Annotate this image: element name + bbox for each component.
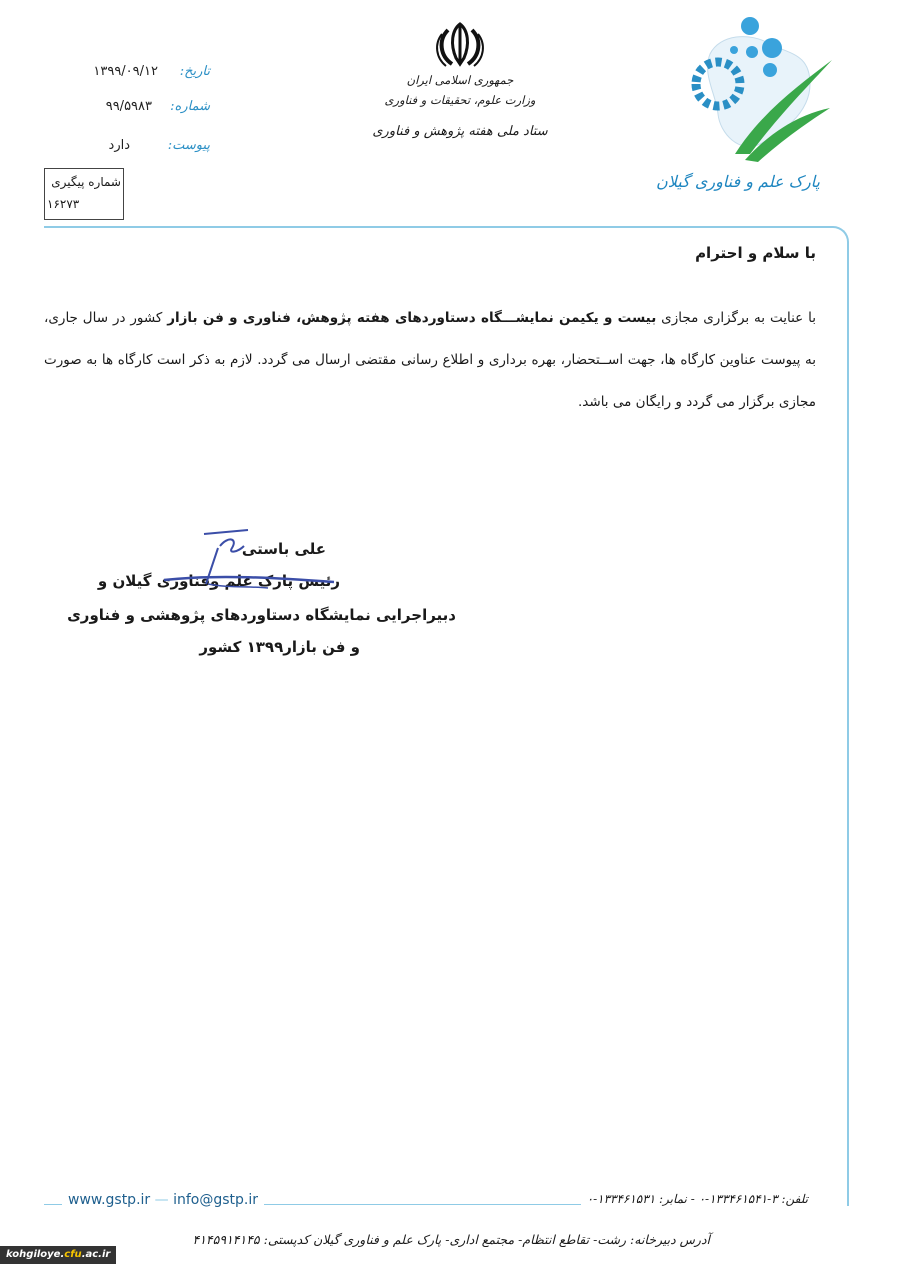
date-label: تاریخ: — [179, 64, 210, 79]
attachment-row — [60, 138, 210, 156]
watermark-suffix: .ac.ir — [81, 1249, 111, 1260]
signer-title-3: و فن بازار۱۳۹۹ کشور — [199, 638, 360, 656]
attachment-value: دارد — [108, 138, 130, 153]
footer-website[interactable]: www.gstp.ir — [68, 1192, 151, 1208]
number-label: شماره: — [170, 99, 210, 114]
attachment-label: پیوست: — [167, 138, 210, 153]
tracking-box — [44, 168, 124, 220]
watermark-accent: cfu — [64, 1249, 82, 1260]
park-name: پارک علم و فناوری گیلان — [655, 172, 820, 191]
footer-phone: تلفن: ۳-۱۳۳۴۶۱۵۴۱-۰ - نمابر: ۱۳۳۴۶۱۵۳۱-۰ — [581, 1192, 814, 1206]
tracking-label: شماره پیگیری — [51, 175, 121, 189]
number-row — [60, 99, 210, 117]
signer-title-2: دبیراجرایی نمایشگاه دستاوردهای پژوهشی و فناوری — [67, 606, 456, 624]
watermark-prefix: kohgiloye. — [6, 1249, 65, 1260]
source-watermark — [0, 1246, 116, 1264]
park-logo-icon — [690, 14, 840, 174]
government-header — [370, 20, 550, 142]
body-event-name: بیست و یکیمن نمایشـــگاه دستاوردهای هفته پژوهش، فناوری و فن بازار — [167, 310, 657, 326]
date-row — [60, 64, 210, 82]
body-rest: کشور در سال جاری، به پیوست عناوین کارگاه ها، جهت اســتحضار، بهره برداری و اطلاع رسانی مقتضی ارسال می گردد. لازم به ذکر است کارگاه ها به صورت مجازی برگزار می گردد و رایگان می باشد. — [44, 310, 816, 410]
handwritten-signature — [158, 528, 358, 598]
iran-emblem-icon — [430, 20, 490, 70]
gov-headquarters: ستاد ملی هفته پژوهش و فناوری — [372, 124, 548, 139]
gov-republic: جمهوری اسلامی ایران — [406, 73, 514, 87]
footer-contact-web: www.gstp.ir — info@gstp.ir — [62, 1192, 264, 1208]
signer-title-1: رئیس پارک علم وفناوری گیلان و — [97, 572, 340, 590]
footer-email[interactable]: info@gstp.ir — [173, 1192, 258, 1208]
signer-name: علی باستی — [241, 540, 326, 558]
number-value: ۹۹/۵۹۸۳ — [105, 99, 152, 114]
body-intro: با عنایت به برگزاری مجازی — [656, 310, 816, 326]
greeting: با سلام و احترام — [695, 244, 816, 262]
date-value: ۱۳۹۹/۰۹/۱۲ — [93, 64, 158, 79]
tracking-value: ۱۶۲۷۳ — [47, 197, 80, 211]
gov-ministry: وزارت علوم، تحقیقات و فناوری — [384, 93, 536, 107]
footer-address: آدرس دبیرخانه: رشت- تقاطع انتظام- مجتمع اداری- پارک علم و فناوری گیلان کدپستی: ۴۱۴۵۹۱۴۱۴۵ — [192, 1232, 710, 1247]
letter-body — [44, 297, 816, 423]
